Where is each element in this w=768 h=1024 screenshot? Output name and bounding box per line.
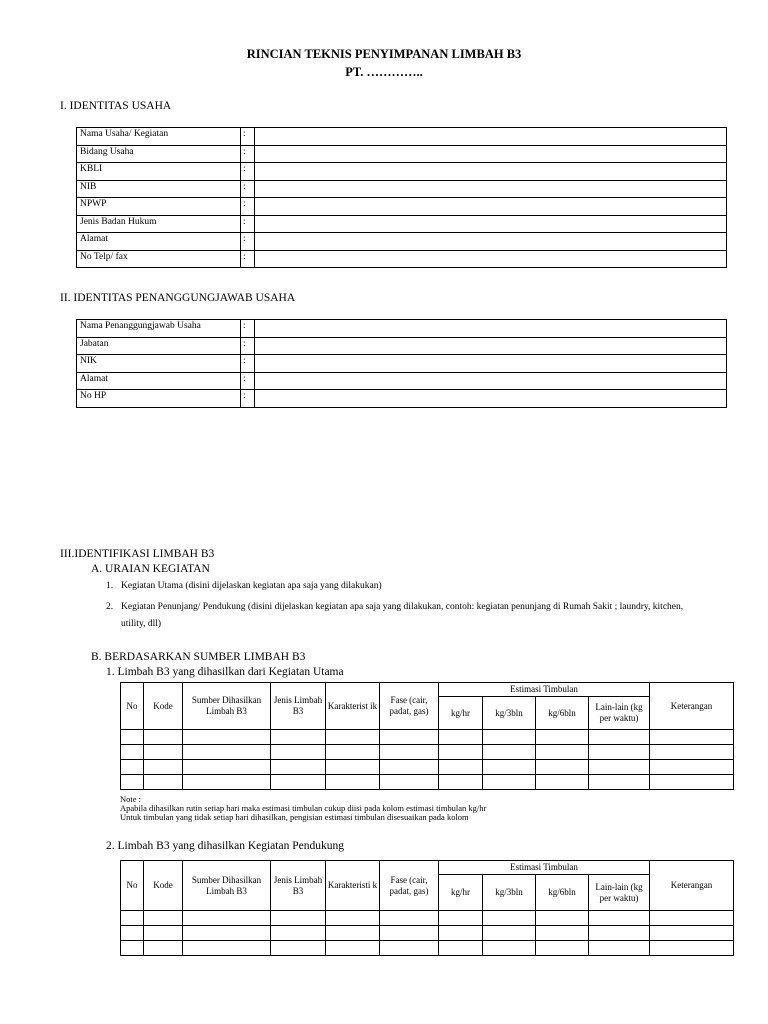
header-estimasi: Estimasi Timbulan <box>439 683 650 697</box>
field-value[interactable] <box>255 233 727 251</box>
list-item-continuation: utility, dll) <box>121 619 162 629</box>
table-row <box>77 128 727 146</box>
header-karakteristik: Karakterist ik <box>326 683 380 730</box>
header-fase: Fase (cair, padat, gas) <box>380 861 439 911</box>
field-label: Nama Usaha/ Kegiatan <box>77 128 241 146</box>
separator: : <box>241 355 255 373</box>
header-kghr: kg/hr <box>439 697 483 730</box>
header-jenis: Jenis Limbah B3 <box>271 683 326 730</box>
field-label: NIB <box>77 180 241 198</box>
note-line: Untuk timbulan yang tidak setiap hari dihasilkan, pengisian estimasi timbulan disesuaikan pada kolom <box>120 812 469 822</box>
header-sumber: Sumber Dihasilkan Limbah B3 <box>183 861 271 911</box>
separator: : <box>241 163 255 181</box>
field-value[interactable] <box>255 163 727 181</box>
table-row <box>121 760 734 775</box>
limbah-kegiatan-utama-table <box>120 682 734 790</box>
list-number: 2. <box>106 602 114 612</box>
header-estimasi: Estimasi Timbulan <box>439 861 650 875</box>
header-karakteristik: Karakteristi k <box>326 861 380 911</box>
company-name: PT. ………….. <box>345 65 423 79</box>
table-row <box>121 941 734 956</box>
header-jenis: Jenis Limbah B3 <box>271 861 326 911</box>
field-value[interactable] <box>255 180 727 198</box>
table-row <box>77 215 727 233</box>
field-value[interactable] <box>255 337 727 355</box>
field-value[interactable] <box>255 355 727 373</box>
field-label: NIK <box>77 355 241 373</box>
table-row <box>77 233 727 251</box>
field-label: Bidang Usaha <box>77 145 241 163</box>
table-row <box>121 730 734 745</box>
field-value[interactable] <box>255 390 727 408</box>
header-no: No <box>121 683 144 730</box>
section-3-heading: III.IDENTIFIKASI LIMBAH B3 <box>60 548 215 560</box>
identitas-usaha-table <box>76 127 727 268</box>
table-row <box>77 198 727 216</box>
header-fase: Fase (cair, padat, gas) <box>380 683 439 730</box>
header-kg3bln: kg/3bln <box>483 875 536 911</box>
separator: : <box>241 372 255 390</box>
table-row <box>121 926 734 941</box>
note-label: Note : <box>120 794 142 804</box>
identitas-penanggungjawab-table <box>76 319 727 408</box>
separator: : <box>241 215 255 233</box>
list-item: Kegiatan Utama (disini dijelaskan kegiatan apa saja yang dilakukan) <box>121 581 382 591</box>
field-label: NPWP <box>77 198 241 216</box>
field-value[interactable] <box>255 250 727 268</box>
subsection-b-heading: B. BERDASARKAN SUMBER LIMBAH B3 <box>91 651 306 663</box>
header-no: No <box>121 861 144 911</box>
field-value[interactable] <box>255 372 727 390</box>
table-row <box>77 163 727 181</box>
field-value[interactable] <box>255 128 727 146</box>
table-row <box>121 745 734 760</box>
header-kg6bln: kg/6bln <box>536 875 589 911</box>
field-label: No HP <box>77 390 241 408</box>
field-value[interactable] <box>255 215 727 233</box>
header-keterangan: Keterangan <box>650 861 734 911</box>
separator: : <box>241 390 255 408</box>
field-value[interactable] <box>255 320 727 338</box>
table-row <box>77 355 727 373</box>
header-kode: Kode <box>144 683 183 730</box>
separator: : <box>241 128 255 146</box>
table-row <box>77 145 727 163</box>
note-line: Apabila dihasilkan rutin setiap hari maka estimasi timbulan cukup diisi pada kolom estimasi timbulan kg/hr <box>120 803 487 813</box>
field-label: KBLI <box>77 163 241 181</box>
table-row <box>77 337 727 355</box>
field-label: Alamat <box>77 372 241 390</box>
header-keterangan: Keterangan <box>650 683 734 730</box>
separator: : <box>241 250 255 268</box>
subsection-b1-heading: 1. Limbah B3 yang dihasilkan dari Kegiatan Utama <box>106 666 344 678</box>
table-row <box>77 372 727 390</box>
limbah-kegiatan-pendukung-table <box>120 860 734 956</box>
field-value[interactable] <box>255 145 727 163</box>
table-row <box>77 390 727 408</box>
field-label: Nama Penanggungjawab Usaha <box>77 320 241 338</box>
separator: : <box>241 320 255 338</box>
table-row <box>77 250 727 268</box>
field-label: Jabatan <box>77 337 241 355</box>
separator: : <box>241 337 255 355</box>
list-item: Kegiatan Penunjang/ Pendukung (disini dijelaskan kegiatan apa saja yang dilakukan, contoh: kegiatan penunjang di Rumah Sakit ; laundry, kitchen, <box>121 602 684 612</box>
header-kghr: kg/hr <box>439 875 483 911</box>
section-2-heading: II. IDENTITAS PENANGGUNGJAWAB USAHA <box>60 292 296 304</box>
table-row <box>77 180 727 198</box>
separator: : <box>241 198 255 216</box>
field-label: Jenis Badan Hukum <box>77 215 241 233</box>
table-row <box>77 320 727 338</box>
document-title: RINCIAN TEKNIS PENYIMPANAN LIMBAH B3 <box>246 47 522 61</box>
header-lainlain: Lain-lain (kg per waktu) <box>589 697 650 730</box>
subsection-b2-heading: 2. Limbah B3 yang dihasilkan Kegiatan Pendukung <box>106 840 344 852</box>
field-value[interactable] <box>255 198 727 216</box>
header-kode: Kode <box>144 861 183 911</box>
header-kg3bln: kg/3bln <box>483 697 536 730</box>
header-sumber: Sumber Dihasilkan Limbah B3 <box>183 683 271 730</box>
header-lainlain: Lain-lain (kg per waktu) <box>589 875 650 911</box>
field-label: Alamat <box>77 233 241 251</box>
separator: : <box>241 180 255 198</box>
separator: : <box>241 145 255 163</box>
separator: : <box>241 233 255 251</box>
table-row <box>121 911 734 926</box>
header-kg6bln: kg/6bln <box>536 697 589 730</box>
list-number: 1. <box>106 581 114 591</box>
table-row <box>121 775 734 790</box>
subsection-a-heading: A. URAIAN KEGIATAN <box>91 563 210 575</box>
field-label: No Telp/ fax <box>77 250 241 268</box>
section-1-heading: I. IDENTITAS USAHA <box>60 100 172 112</box>
